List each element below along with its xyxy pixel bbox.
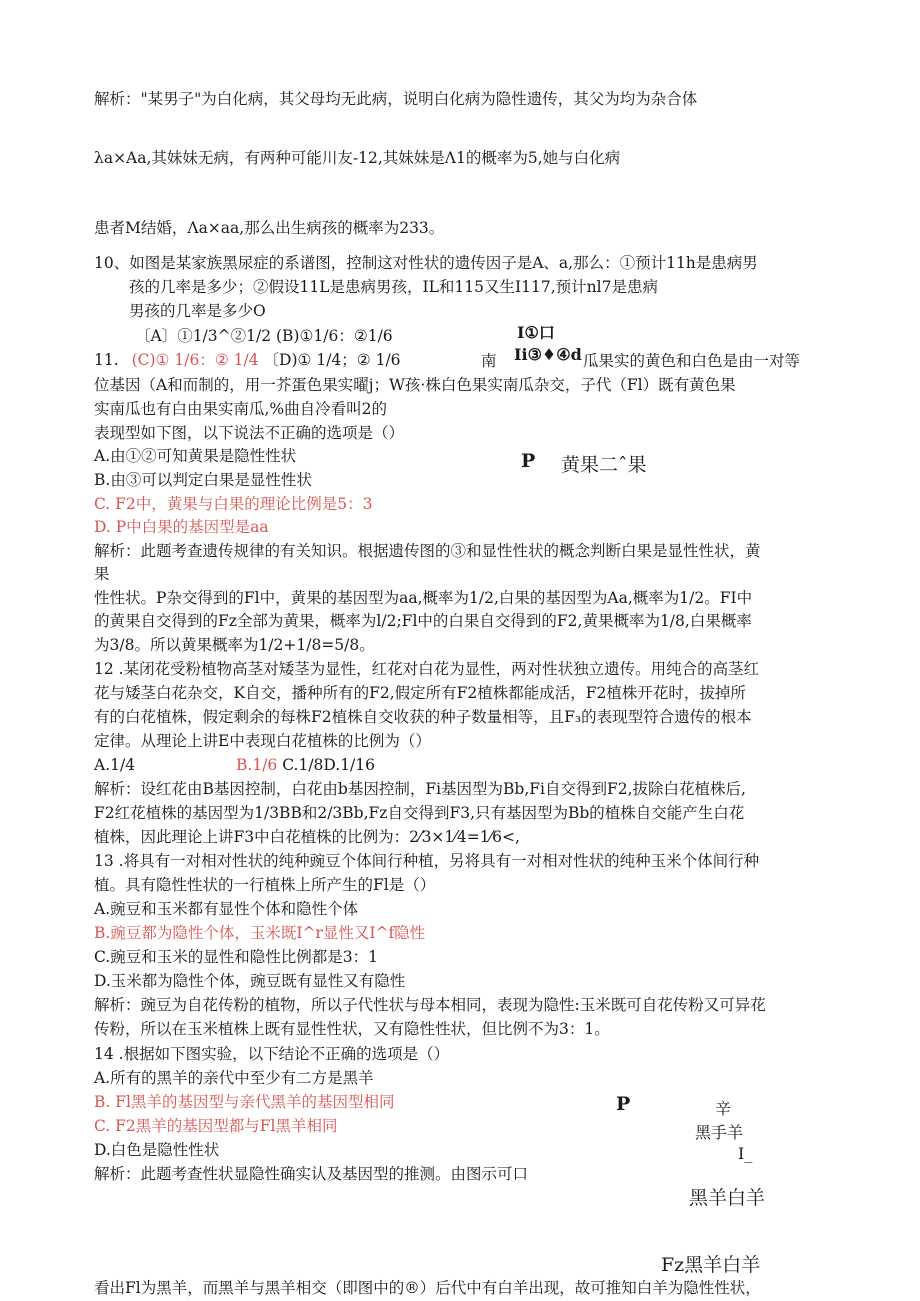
question-12-text: 定律。从理论上讲E中表现白花植株的比例为（） [94,732,431,750]
option-c: C.豌豆和玉米的显性和隐性比例都是3：1 [94,948,378,966]
option-b: B.由③可以判定白果是显性性状 [94,471,312,489]
sheep-f2-label: Fz黑羊白羊 [661,1254,761,1276]
option-a: A.豌豆和玉米都有显性个体和隐性个体 [94,900,359,918]
question-11-number: 11. [94,351,119,369]
pumpkin-p-label: P [521,450,536,472]
question-10-text: 10、如图是某家族黑尿症的系谱图，控制这对性状的遗传因子是A、a,那么：①预计11h是患病男 [94,254,758,272]
explanation-line: 植株，因此理论上讲F3中白花植株的比例为：2⁄3×1⁄4=1⁄6<, [94,828,520,846]
explanation-line: 为3/8。所以黄果概率为1/2+1/8=5/8。 [94,636,375,654]
question-11-text: 位基因（A和而制的，用一芥蛋色果实曜j；W孩·株白色果实南瓜杂交，子代（Fl）既有黄色果 [94,376,736,394]
answer-option-b: B.1/6 [236,756,278,774]
question-11-lead: 南 [481,352,497,370]
sheep-f1-label: 黑羊白羊 [689,1187,766,1209]
pedigree-generation-1: I①口 [517,323,555,342]
question-11-text: 实南瓜也有白由果实南瓜,%曲自冷看叫2的 [94,400,388,418]
question-13-text: 植。具有隐性性状的一行植株上所产生的Fl是（） [94,876,436,894]
answer-option-c: C. F2中，黄果与白果的理论比例是5：3 [94,495,373,513]
pedigree-generation-2: Ii③♦④d [514,345,582,364]
explanation-line: 解析：此题考查遗传规律的有关知识。根据遗传图的③和显性性状的概念判断白果是显性性状，黄 [94,542,761,560]
explanation-line: 患者M结婚，Λa×aa,那么出生病孩的概率为233。 [94,219,445,237]
explanation-line: 果 [94,565,110,583]
question-10-options-2 [94,350,401,370]
answer-option-b: B.豌豆都为隐性个体，玉米既I^r显性又I^f隐性 [94,924,426,942]
option-c-d: C.1/8D.1/16 [282,756,376,774]
sheep-p-label: P [616,1093,631,1115]
question-10-options: 〔A〕①1/3^②1/2 (B)①1/6：②1/6 [135,327,393,345]
question-11-text: 瓜果实的黄色和白色是由一对等 [583,352,801,370]
sheep-cross-mark: I_ [738,1144,753,1163]
explanation-line: 解析："某男子"为白化病，其父母均无此病，说明白化病为隐性遗传，其父为均为杂合体 [94,90,698,108]
option-d: D.玉米都为隐性个体，豌豆既有显性又有隐性 [94,972,406,990]
option-a: A.所有的黑羊的亲代中至少有二方是黑羊 [94,1069,374,1087]
explanation-line: 的黄果自交得到的Fz全部为黄果，概率为l/2;Fl中的白果自交得到的F2,黄果概率为1/8,白果概率 [94,612,752,630]
explanation-line: F2红花植株的基因型为1/3BB和2/3Bb,Fz自交得到F3,只有基因型为Bb的植株自交能产生白花 [94,804,745,822]
sheep-parent-label: 辛 [715,1099,732,1118]
option-a: A.1/4 [94,756,136,774]
question-12-text: 12 .某闭花受粉植物高茎对矮茎为显性，红花对白花为显性，两对性状独立遗传。用纯合的高茎红 [94,660,760,678]
answer-option-c: (C)① 1/6：② 1/4 [131,351,259,369]
explanation-line: λa×Aa,其妹妹无病，有两种可能川友-12,其妹妹是Λ1的概率为5,她与白化病 [94,149,621,167]
explanation-line: 性性状。P杂交得到的Fl中，黄果的基因型为aa,概率为1/2,白果的基因型为Aa,概率为1/2。FI中 [94,589,753,607]
question-13-text: 13 .将具有一对相对性状的纯种豌豆个体间行种植，另将具有一对相对性状的纯种玉米个体间行种 [94,852,760,870]
question-10-text: 孩的几率是多少；②假设11L是患病男孩，IL和115又生I117,预计nl7是患病 [129,278,658,296]
question-11-text: 表现型如下图，以下说法不正确的选项是（） [94,424,405,442]
question-12-text: 有的白花植株，假定剩余的每株F2植株自交收获的种子数量相等，且F₃的表现型符合遗传的根本 [94,708,752,726]
explanation-line: 传粉，所以在玉米植株上既有显性性状，又有隐性性状，但比例不为3：1。 [94,1020,610,1038]
option-a: A.由①②可知黄果是隐性性状 [94,447,297,465]
question-14-text: 14 .根据如下图实验，以下结论不正确的选项是（） [94,1045,450,1063]
answer-option-b: B. Fl黑羊的基因型与亲代黑羊的基因型相同 [94,1093,395,1111]
question-12-options [94,755,375,775]
option-d: D.白色是隐性性状 [94,1141,220,1159]
answer-option-c: C. F2黑羊的基因型都与Fl黑羊相同 [94,1117,338,1135]
explanation-line: 解析：设红花由B基因控制，白花由b基因控制，Fi基因型为Bb,Fi自交得到F2,拔除白花植株后, [94,780,746,798]
question-10-text: 男孩的几率是多少O [129,302,266,320]
explanation-line: 解析：豌豆为自花传粉的植物，所以子代性状与母本相同，表现为隐性:玉米既可自花传粉又可异花 [94,996,766,1014]
explanation-line: 解析：此题考查性状显隐性确实认及基因型的推测。由图示可口 [94,1165,529,1183]
question-12-text: 花与矮茎白花杂交，K自交，播种所有的F2,假定所有F2植株都能成活，F2植株开花时，拔掉所 [94,684,746,702]
sheep-parent-black: 黑手羊 [695,1123,744,1142]
explanation-line: 看出Fl为黑羊，而黑羊与黑羊相交（即图中的®）后代中有白羊出现，故可推知白羊为隐性性状， [94,1279,761,1297]
pumpkin-cross-label: 黄果二ˆ果 [561,454,647,476]
answer-option-d: D. P中白果的基因型是aa [94,518,269,536]
option-d: 〔D)① 1/4；② 1/6 [263,351,401,369]
